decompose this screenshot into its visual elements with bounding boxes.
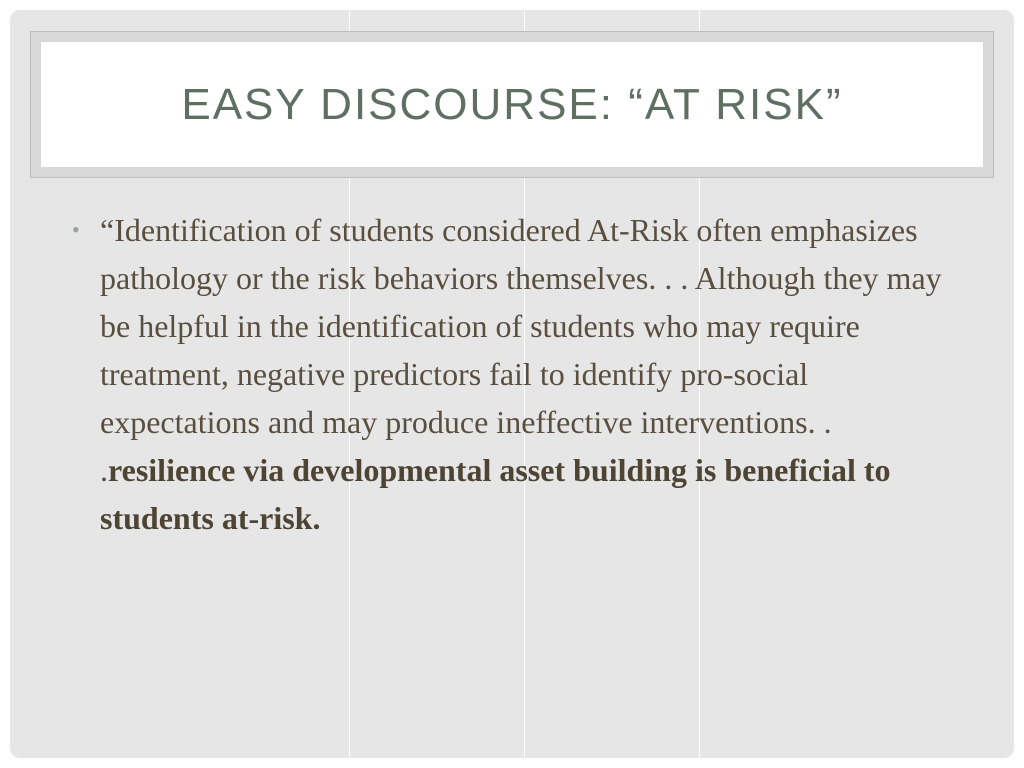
bullet-list bbox=[72, 206, 952, 542]
slide-title: EASY DISCOURSE: “AT RISK” bbox=[181, 79, 843, 129]
bullet-marker: • bbox=[72, 217, 80, 242]
title-frame bbox=[30, 31, 994, 178]
bullet-text: “Identification of students considered At-Risk often emphasizes pathology or the risk behaviors themselves. . . Although they may be helpful in the identification of students who may require treatment, negative predictors fail to identify pro-social expectations and may produce ineffective interventions. . . bbox=[100, 212, 942, 488]
bullet-item bbox=[100, 206, 952, 542]
slide bbox=[10, 10, 1014, 758]
title-box bbox=[41, 42, 983, 167]
bullet-text-bold: resilience via developmental asset building is beneficial to students at-risk. bbox=[100, 452, 891, 536]
